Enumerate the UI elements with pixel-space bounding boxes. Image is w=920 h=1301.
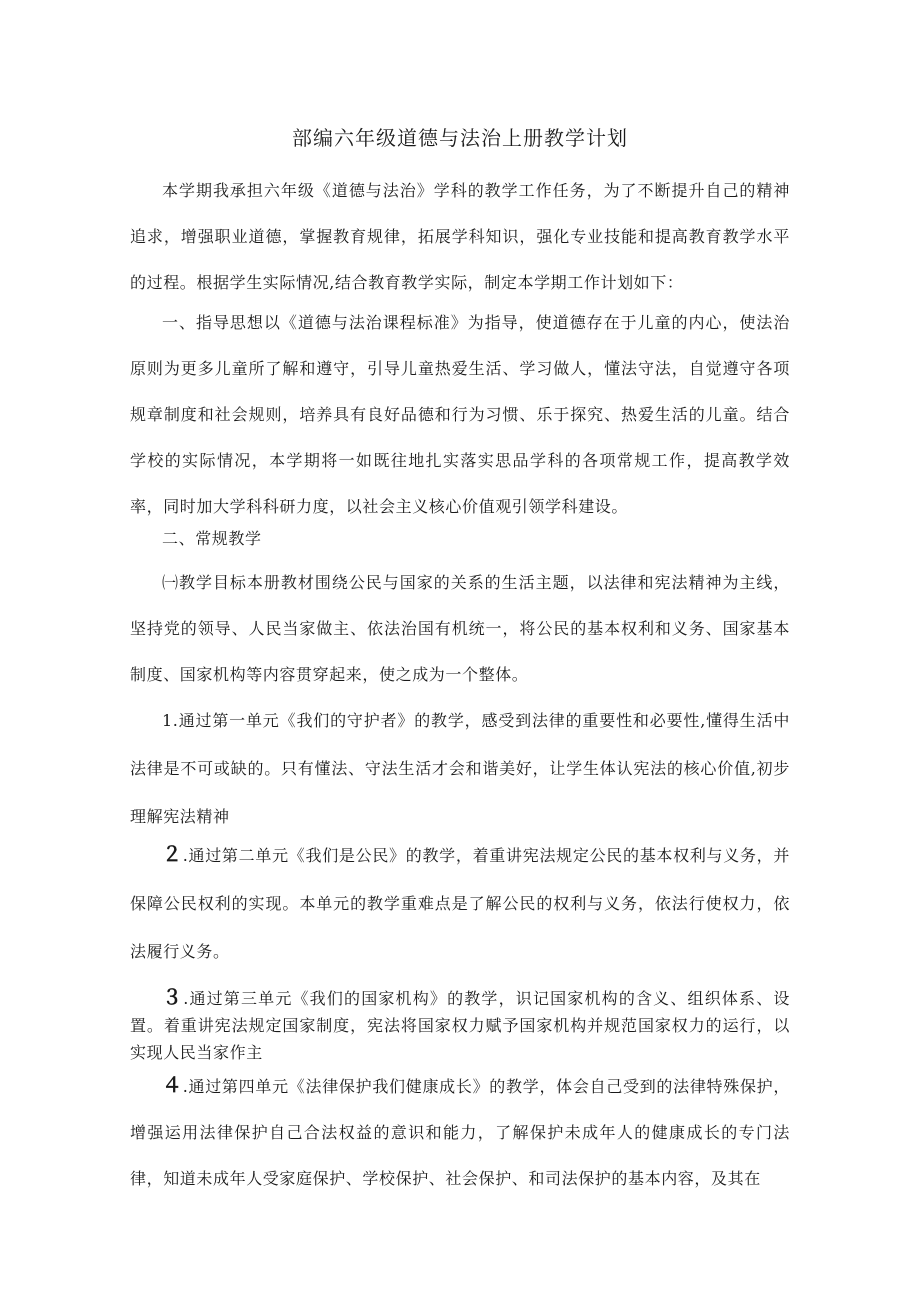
- unit-3-text: .通过第三单元《我们的国家机构》的教学，识记国家机构的含义、组织体系、设置。着重讲宪法规定国家制度，宪法将国家权力赋予国家机构并规范国家权力的运行，以实现人民当家作主: [130, 989, 791, 1062]
- section-guiding-ideology: 一、指导思想以《道德与法治课程标准》为指导，使道德存在于儿童的内心，使法治原则为更多儿童所了解和遵守，引导儿童热爱生活、学习做人，懂法守法，自觉遵守各项规章制度和社会规则，培养具有良好品德和行为习惯、乐于探究、热爱生活的儿童。结合学校的实际情况，本学期将一如既往地扎实落实思品学科的各项常规工作，提高教学效率，同时加大学科科研力度，以社会主义核心价值观引领学科建设。: [130, 313, 790, 516]
- unit-1-item: 1.通过第一单元《我们的守护者》的教学，感受到法律的重要性和必要性,懂得生活中法律是不可或缺的。只有懂法、守法生活才会和谐美好，让学生体认宪法的核心价值,初步理解宪法精神: [130, 711, 790, 826]
- document-title: 部编六年级道德与法治上册教学计划: [292, 126, 628, 150]
- unit-4-text: .通过第四单元《法律保护我们健康成长》的教学，体会自己受到的法律特殊保护，增强运用法律保护自己合法权益的意识和能力，了解保护未成年人的健康成长的专门法律，知道未成年人受家庭保护、学校保护、社会保护、和司法保护的基本内容，及其在: [130, 1077, 790, 1188]
- section-heading-routine-teaching: 二、常规教学: [162, 529, 262, 548]
- unit-2-text: .通过第二单元《我们是公民》的教学，着重讲宪法规定公民的基本权利与义务，并保障公民权利的实现。本单元的教学重难点是了解公民的权利与义务，依法行使权力，依法履行义务。: [130, 846, 790, 961]
- unit-3-item: [130, 984, 790, 1066]
- unit-4-number: ４: [162, 1073, 183, 1097]
- teaching-goal-paragraph: ㈠教学目标本册教材围绕公民与国家的关系的生活主题，以法律和宪法精神为主线，坚持党的领导、人民当家做主、依法治国有机统一，将公民的基本权利和义务、国家基本制度、国家机构等内容贯穿起来，使之成为一个整体。: [130, 573, 790, 684]
- unit-2-item: [130, 830, 790, 976]
- unit-2-number: ２: [162, 842, 183, 866]
- unit-3-number: ３: [162, 985, 184, 1009]
- unit-4-item: [130, 1062, 790, 1202]
- intro-paragraph: 本学期我承担六年级《道德与法治》学科的教学工作任务，为了不断提升自己的精神追求，增强职业道德，掌握教育规律，拓展学科知识，强化专业技能和提高教育教学水平的过程。根据学生实际情况,结合教育教学实际，制定本学期工作计划如下：: [130, 181, 790, 292]
